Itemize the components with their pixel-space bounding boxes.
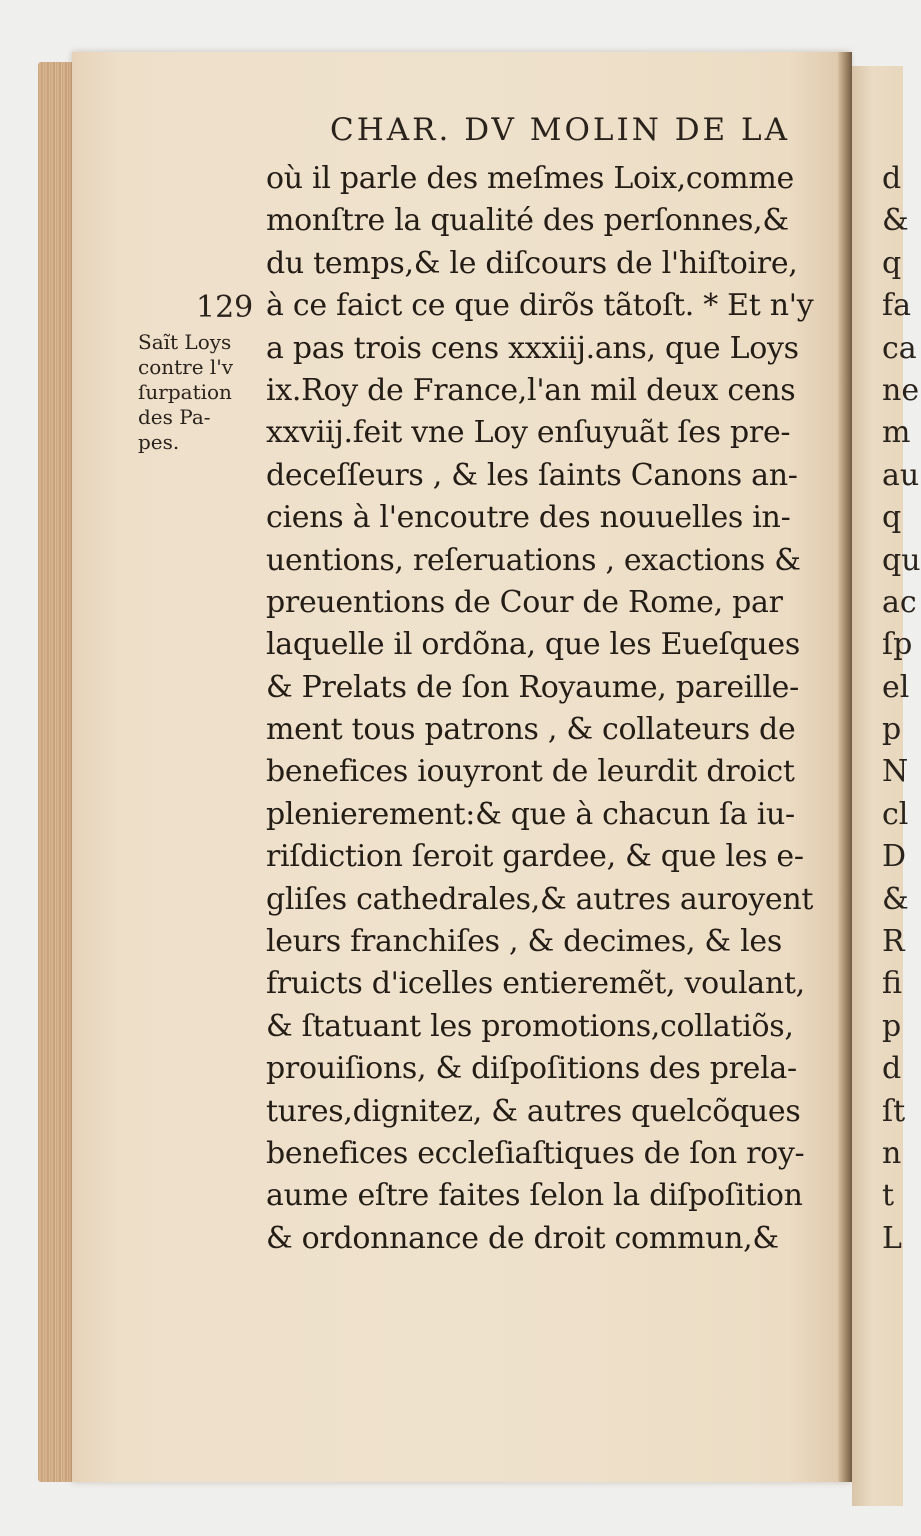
next-page-fragment: ſp xyxy=(882,627,913,663)
text-line: fruicts d'icelles entieremẽt, voulant, xyxy=(266,966,805,1002)
margin-note-line: contre l'v xyxy=(138,355,234,379)
margin-note-line: pes. xyxy=(138,430,180,454)
text-line: & ordonnance de droit commun,& xyxy=(266,1220,779,1256)
text-line: où il parle des meſmes Loix,comme xyxy=(266,161,794,196)
next-page-fragment: ſt xyxy=(882,1093,906,1129)
next-page-fragment: d xyxy=(882,161,902,196)
next-page-fragment: N xyxy=(882,754,909,790)
running-header: CHAR. DV MOLIN DE LA xyxy=(330,112,791,148)
next-page-fragment: el xyxy=(882,669,910,705)
text-line: tures,dignitez, & autres quelcõques xyxy=(266,1093,801,1129)
next-page-fragment: D xyxy=(882,839,907,875)
text-line: uentions, reſeruations , exactions & xyxy=(266,542,801,578)
text-line: du temps,& le diſcours de l'hiſtoire, xyxy=(266,245,798,281)
text-line: & ſtatuant les promotions,collatiõs, xyxy=(266,1008,794,1044)
text-line: gliſes cathedrales,& autres auroyent xyxy=(266,881,814,917)
body-text xyxy=(266,158,842,1260)
text-line: ment tous patrons , & collateurs de xyxy=(266,712,796,748)
text-line: à ce faict ce que dirõs tãtoſt. * Et n'y xyxy=(266,288,814,324)
text-line: a pas trois cens xxxiij.ans, que Loys xyxy=(266,330,799,366)
text-line: ciens à l'encoutre des nouuelles in- xyxy=(266,500,791,536)
next-page-fragment: au xyxy=(882,457,920,493)
text-line: & Prelats de ſon Royaume, pareille- xyxy=(266,669,799,705)
next-page-fragment: p xyxy=(882,712,902,748)
next-page-fragment: fa xyxy=(882,288,911,324)
next-page-fragment: m xyxy=(882,415,911,451)
text-line: riſdiction ſeroit gardee, & que les e- xyxy=(266,839,804,875)
next-page-fragment: q xyxy=(882,500,902,536)
next-page-fragment: p xyxy=(882,1008,902,1044)
next-page-fragment: ca xyxy=(882,330,917,366)
next-page-fragment: ac xyxy=(882,584,917,620)
next-page-fragment: R xyxy=(882,924,905,960)
next-page-fragment: ne xyxy=(882,372,920,408)
text-line: leurs franchiſes , & decimes, & les xyxy=(266,924,782,960)
text-line: ix.Roy de France,l'an mil deux cens xyxy=(266,372,796,408)
text-line: benefices eccleſiaſtiques de ſon roy- xyxy=(266,1135,805,1171)
next-page-fragment: cl xyxy=(882,796,909,832)
text-line: xxviij.feit vne Loy enſuyuãt ſes pre- xyxy=(266,415,791,451)
next-page-fragment: t xyxy=(882,1178,895,1214)
next-page-fragment: qu xyxy=(882,542,921,578)
next-page-fragment: d xyxy=(882,1051,902,1087)
next-page-fragment: q xyxy=(882,245,902,281)
text-line: monſtre la qualité des perſonnes,& xyxy=(266,203,789,239)
text-line: preuentions de Cour de Rome, par xyxy=(266,584,783,620)
margin-note-line: Saĩt Loys xyxy=(138,330,232,354)
line-number: 129 xyxy=(196,290,254,325)
next-page-fragment: L xyxy=(882,1220,902,1256)
text-line: laquelle il ordõna, que les Eueſques xyxy=(266,627,800,663)
text-line: aume eſtre faites ſelon la diſpoſition xyxy=(266,1178,803,1214)
text-line: deceſſeurs , & les ſaints Canons an- xyxy=(266,457,798,493)
margin-note xyxy=(138,330,268,455)
next-page-text xyxy=(882,158,921,1260)
margin-note-line: des Pa- xyxy=(138,405,211,429)
text-line: plenierement:& que à chacun ſa iu- xyxy=(266,796,795,832)
text-line: prouiſions, & diſpoſitions des prela- xyxy=(266,1051,797,1087)
next-page-fragment: fi xyxy=(882,966,903,1002)
next-page-fragment: n xyxy=(882,1135,902,1171)
next-page-fragment: & xyxy=(882,203,909,239)
margin-note-line: ſurpation xyxy=(138,380,232,404)
next-page-fragment: & xyxy=(882,881,909,917)
text-line: benefices iouyront de leurdit droict xyxy=(266,754,795,790)
